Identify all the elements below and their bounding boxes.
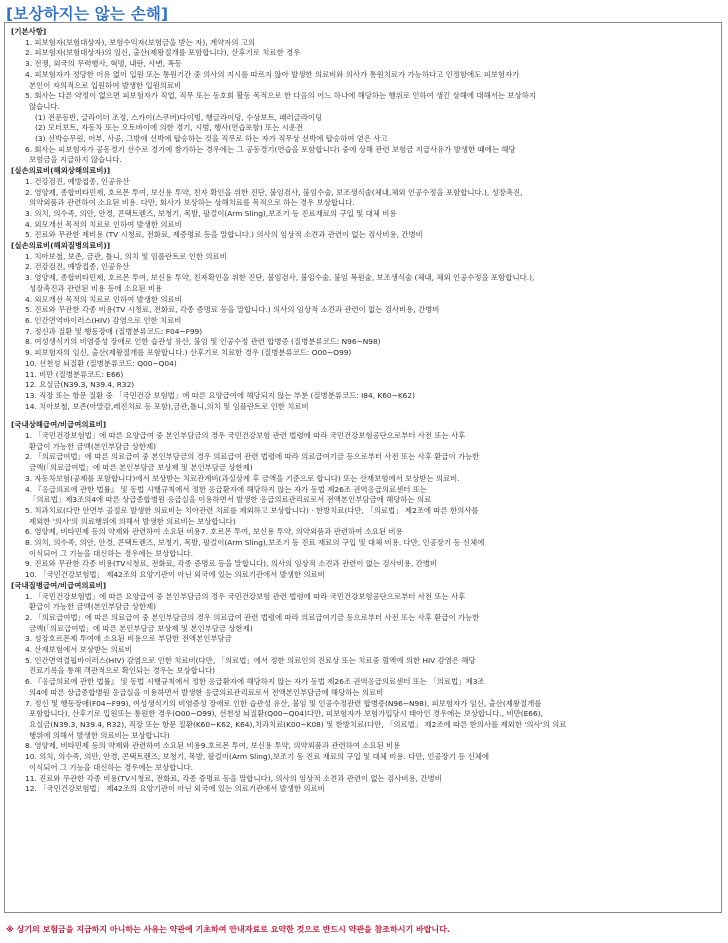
list-item: 6. 영양제, 비타민제 등의 약제와 관련하여 소요된 비용7. 호르몬 투여, 보신용 투약, 의약외품과 관련하여 소요된 비용 — [25, 527, 403, 537]
list-item-continuation: 요실금(N39.3, N39.4, R32), 직장 또는 항문 질환(K60~K62, K64),치과치료(K00~K08) 및 한방치료(다만, 「의료법」 제2조에 따른 한의사를 제외한 '의사'의 의료 — [29, 720, 567, 729]
list-item: 14. 치아보철, 보존(아말감,레진치료 등 포함),금관,틀니,의치 및 임플란트로 인한 치료비 — [25, 401, 309, 411]
list-item: 3. 영양제, 종합비타민제, 호르몬 투여, 보신용 투약, 친자확인을 위한 진단, 불임검사, 불임수술, 불임 복원술, 보조생식술 (체내, 체외 인공수정을 포함합니다.), — [25, 273, 535, 283]
list-item-continuation: 본인이 자의적으로 입원하여 발생한 입원의료비 — [29, 80, 182, 90]
list-item: 10. 의치, 의수족, 의안, 안경, 콘택트렌즈, 보청기, 목발, 팔걸이(Arm Sling),보조기 등 진료 재료의 구입 및 대체 비용. 다만, 인공장기 등 신체에 — [25, 752, 490, 762]
list-item: 3. 전쟁, 외국의 무력행사, 혁명, 내란, 사변, 폭동 — [25, 59, 182, 69]
list-item: 3. 자동차보험(공제를 포함합니다)에서 보상받는 치료관계비(과실상계 후 금액을 기준으로 합니다) 또는 산재보험에서 보상받는 의료비. — [25, 473, 460, 483]
footer-notice: ※ 상기의 보험금을 지급하지 아니하는 사유는 약관에 기초하여 안내자료로 요약한 것으로 반드시 약관을 참조하시기 바랍니다. — [6, 925, 450, 934]
list-item: (3) 선박승무원, 어부, 사공, 그밖에 선박에 탑승하는 것을 직무로 하는 자가 직무상 선박에 탑승하여 얻은 사고 — [35, 134, 388, 144]
list-item: 1. 「국민건강보험법」에 따른 요양급여 중 본인부담금의 경우 국민건강보험 관련 법령에 따라 국민건강보험공단으로부터 사전 또는 사후 — [25, 431, 466, 441]
exclusions-box — [4, 22, 722, 913]
list-item: 4. 외모개선 목적의 치료로 인하여 발생한 의료비 — [25, 219, 182, 229]
list-item: 3. 성장호르몬제 투여에 소요된 비용으로 부담한 전액본인부담금 — [25, 634, 232, 644]
list-item-continuation: 금액(「의료급여법」에 따른 본인부담금 보상제 및 본인부담금 상한제) — [29, 463, 253, 473]
list-item: 10. 「국민건강보험법」 제42조의 요양기관이 아닌 외국에 있는 의료기관에서 발생한 의료비 — [25, 570, 325, 580]
list-item: 5. 치과치료(다만 안면부 골절로 발생한 의료비는 치아관련 치료를 제외하고 보상합니다) · 한방치료(다만, 「의료법」 제2조에 따른 한의사를 — [25, 505, 479, 515]
list-item: 12. 「국민건강보험법」 제42조의 요양기관이 아닌 외국에 있는 의료기관에서 발생한 의료비 — [25, 784, 325, 794]
list-item: 9. 피보험자의 임신, 출산(제왕절개를 포함합니다.) 산후기로 치료한 경우 (질병분류코드: O00~O99) — [25, 348, 352, 358]
list-item: 1. 「국민건강보험법」에 따른 요양급여 중 본인부담금의 경우 국민건강보험 관련 법령에 따라 국민건강보험공단으로부터 사전 또는 사후 — [25, 591, 466, 601]
list-item: 1. 건강검진, 예방접종, 인공유산 — [25, 176, 130, 186]
list-item: 11. 진료와 무관한 각종 비용(TV시청료, 전화료, 각종 증명료 등을 말합니다), 의사의 임상적 소견과 관련이 없는 검사비용, 간병비 — [25, 773, 442, 783]
list-item-continuation: 이식되어 그 기능을 대신하는 경우에는 보상합니다. — [29, 762, 194, 772]
list-item: 1. 피보험자(보험대상자), 보험수익자(보험금을 받는 자), 계약자의 고의 — [25, 37, 256, 47]
list-item-continuation: 제외한 '의사'의 의료행위에 의해서 발생한 의료비는 보상합니다) — [29, 516, 236, 526]
list-item: 11. 비만 (질병분류코드: E66) — [25, 369, 124, 379]
list-item-continuation: 보험금을 지급하지 않습니다. — [29, 155, 122, 165]
list-item-continuation: 의약외품과 관련하여 소요된 비용. 다만, 회사가 보상하는 상해치료를 목적으로 하는 경우 보상합니다. — [29, 198, 355, 208]
list-item: 2. 「의료급여법」에 따른 의료급여 중 본인부담금의 경우 의료급여 관련 법령에 따라 의료급여기금 등으로부터 사전 또는 사후 환급이 가능한 — [25, 612, 480, 622]
list-item: 6. 『응급의료에 관한 법률』 및 동법 시행규칙에서 정한 응급환자에 해당하지 않는 자가 동법 제26조 권역응급의료센터 또는 「의료법」제3조 — [25, 677, 485, 687]
list-item: 2. 건강검진, 예방접종, 인공유산 — [25, 262, 130, 272]
list-item-continuation: 진료기록을 통해 객관적으로 확인되는 경우는 보상합니다) — [29, 666, 215, 676]
list-item: 5. 회사는 다른 약정이 없으면 피보험자가 직업, 직무 또는 동호회 활동 목적으로 한 다음의 어느 하나에 해당하는 행위로 인하여 생긴 상해에 대해서는 보상하지 — [25, 91, 536, 101]
section-header: [국내질병급여/비급여의료비] — [11, 580, 107, 590]
list-item: (1) 전문등반, 글라이더 조정, 스카이(스쿠버)다이빙, 행글라이딩, 수상보트, 패러글라이딩 — [35, 112, 323, 122]
list-item-continuation: 성장촉진과 관련된 비용 등에 소요된 비용 — [29, 283, 163, 293]
list-item-continuation: 않습니다. — [29, 101, 60, 111]
list-item: 10. 선천성 뇌질환 (질병분류코드: Q00~Q04) — [25, 358, 177, 368]
list-item: 8. 의치, 의수족, 의안, 안경, 콘택트렌즈, 보청기, 목발, 팔걸이(Arm Sling),보조기 등 진료 재료의 구입 및 대체 비용. 다만, 인공장기 등 신체에 — [25, 538, 485, 548]
section-header: [실손의료비(해외상해의료비)] — [11, 166, 111, 176]
list-item: 13. 직장 또는 항문 질환 중 「국민건강 보험법」에 따른 요양급여에 해당되지 않는 부분 (질병분류코드: I84, K60~K62) — [25, 390, 415, 400]
list-item: 7. 정신과 질환 및 행동장애 (질병분류코드: F04~F99) — [25, 326, 203, 336]
list-item-continuation: 의4에 따른 상급종합병원 응급실을 이용하면서 발생한 응급의료관리료로서 전액본인부담금에 해당하는 의료비 — [29, 687, 384, 697]
list-item: (2) 모터보트, 자동차 또는 오토바이에 의한 경기, 시범, 행사(연습포함) 또는 시운전 — [35, 123, 304, 133]
list-item: 4. 『응급의료에 관한 법률』 및 동법 시행규칙에서 정한 응급환자에 해당하지 않는 자가 동법 제26조 권역응급의료센터 또는 — [25, 484, 428, 494]
list-item: 9. 진료와 무관한 각종 비용(TV시청료, 전화료, 각종 증명료 등을 말합니다), 의사의 임상적 소견과 관련이 없는 검사비용, 간병비 — [25, 559, 438, 569]
list-item: 3. 의치, 의수족, 의안, 안경, 콘택트렌즈, 보청기, 목발, 팔걸이(Arm Sling),보조기 등 진료재료의 구입 및 대체 비용 — [25, 208, 397, 218]
list-item-continuation: 환급이 가능한 금액(본인부담금 상한제) — [29, 441, 157, 451]
list-item: 8. 영양제, 비타민제 등의 약제와 관련하여 소요된 비용9.호르몬 투여, 보신용 투약, 의약외품과 관련하여 소요된 비용 — [25, 741, 401, 751]
list-item-continuation: 포함합니다), 산후기로 입원또는 통원한 경우(O00~O99), 선천성 뇌질환(Q00~Q04)다만, 피보험자가 보험가입당시 태아인 경우에는 보상합니다., 비만(E66), — [29, 709, 543, 719]
list-item: 6. 회사는 피보험자가 공동경기 선수로 경기에 참가하는 경우에는 그 공동경기(연습을 포함합니다) 중에 상해 관련 보험금 지급사유가 발생한 때에는 해당 — [25, 144, 516, 154]
list-item: 2. 피보험자(보험대상자)의 임신, 출산(제왕절개를 포함합니다), 산후기로 치료한 경우 — [25, 48, 301, 58]
list-item: 2. 영양제, 종합비타민제, 호르몬 투여, 보신용 투약, 친자 확인을 위한 진단, 불임검사, 불임수술, 보조생식술(체내,체외 인공수정을 포함합니다.), 성장촉진, — [25, 187, 523, 197]
section-header: [실손의료비(해외질병의료비)] — [11, 241, 111, 251]
list-item: 12. 요실금(N39.3, N39.4, R32) — [25, 380, 135, 390]
list-item: 5. 진료와 무관한 각종 비용(TV 시청료, 전화료, 각종 증명료 등을 말합니다.) 의사의 임상적 소견과 관련이 없는 검사비용, 간병비 — [25, 305, 440, 315]
list-item: 1. 치아보철, 보존, 금관, 틀니, 의치 및 임플란트로 인한 의료비 — [25, 251, 227, 261]
list-item: 2. 「의료급여법」에 따른 의료급여 중 본인부담금의 경우 의료급여 관련 법령에 따라 의료급여기금 등으로부터 사전 또는 사후 환급이 가능한 — [25, 452, 480, 462]
list-item: 6. 인간면역바이러스(HIV) 감염으로 인한 치료비 — [25, 315, 182, 325]
section-header: [기본사항] — [11, 27, 47, 36]
list-item-continuation: 행위에 의해서 발생한 의료비는 보상합니다) — [29, 730, 170, 740]
list-item: 5. 진료와 무관한 제비용 (TV 시청료, 전화료, 제증명료 등을 말합니다.) 의사의 임상적 소견과 관련이 없는 검사비용, 간병비 — [25, 230, 423, 240]
list-item: 4. 피보험자가 정당한 이유 없이 입원 또는 통원기간 중 의사의 지시를 따르지 않아 발생한 의료비와 의사가 통원치료가 가능하다고 인정함에도 피보험자가 — [25, 69, 520, 79]
list-item: 8. 여성생식기의 비염증성 장애로 인한 습관성 유산, 불임 및 인공수정 관련 합병증 (질병분류코드: N96~N98) — [25, 337, 381, 347]
list-item-continuation: 금액(「의료급여법」에 따른 본인부담금 보상제 및 본인부담금 상한제) — [29, 623, 253, 633]
list-item-continuation: 이식되어 그 기능을 대신하는 경우에는 보상합니다. — [29, 548, 194, 558]
list-item-continuation: 「의료법」제3조의4에 따른 상급종합병원 응급실을 이용하면서 발생한 응급의료관리료로서 전액본인부담금에 해당하는 의료 — [29, 495, 432, 505]
list-item: 4. 산재보험에서 보상받는 의료비 — [25, 645, 132, 655]
page-title: [보상하지는 않는 손해] — [6, 5, 169, 23]
list-item: 7. 정신 및 행동장애(F04~F99), 여성생식기의 비염증성 장애로 인한 습관성 유산, 불임 및 인공수정관련 합병증(N96~N98), 피보험자가 임신, 출산(제왕절개를 — [25, 698, 542, 708]
list-item-continuation: 환급이 가능한 금액(본인부담금 상한제) — [29, 602, 157, 612]
list-item: 4. 외모개선 목적의 치료로 인하여 발생한 의료비 — [25, 294, 182, 304]
section-header: [국내상해급여/비급여의료비] — [11, 420, 107, 430]
list-item: 5. 인간면역결핍바이러스(HIV) 감염으로 인한 치료비(다만, 「의료법」에서 정한 의료인의 진료상 또는 치료중 혈액에 의한 HIV 감염은 해당 — [25, 655, 476, 665]
